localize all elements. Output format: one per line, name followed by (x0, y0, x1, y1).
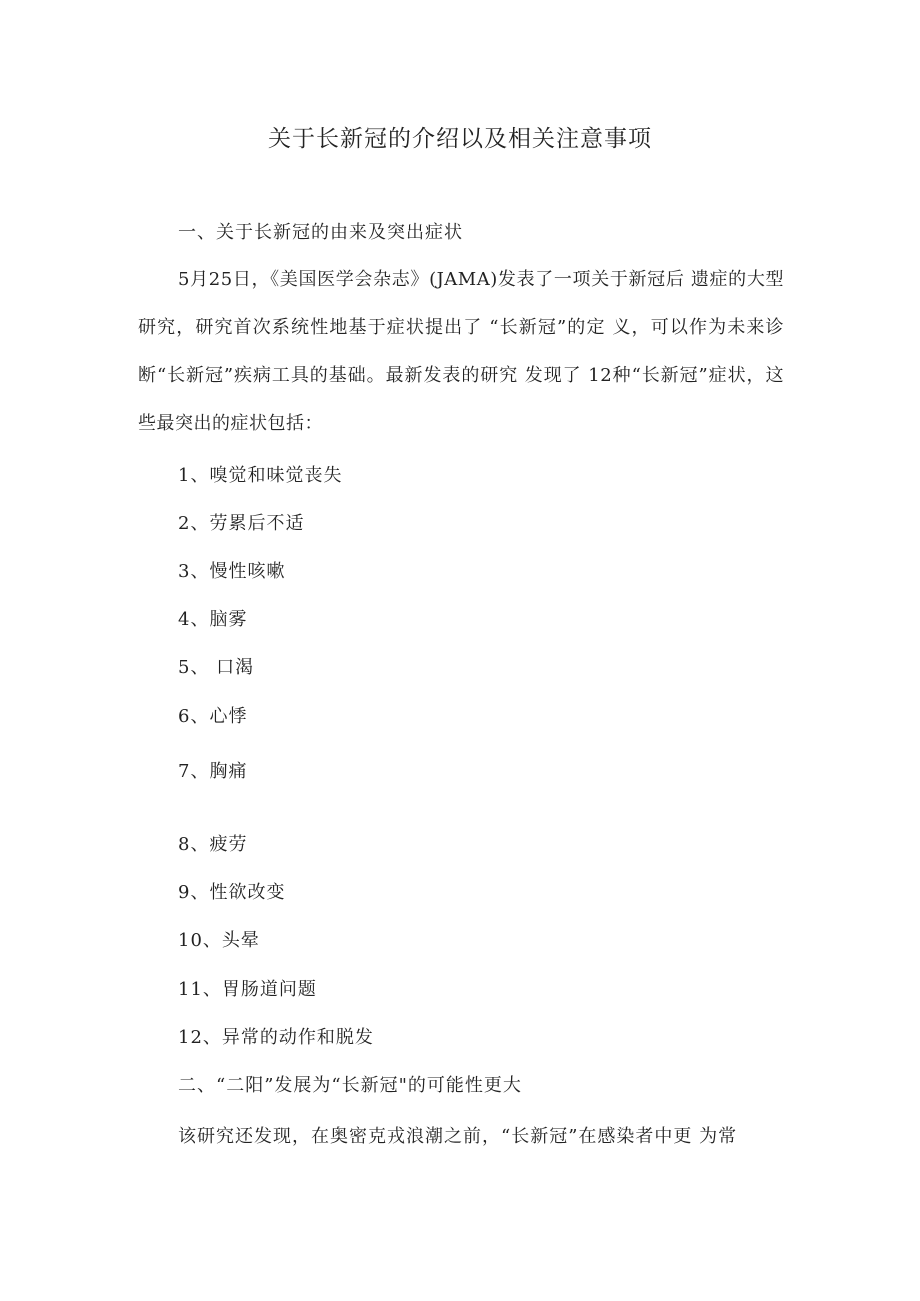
symptom-item: 2、劳累后不适 (178, 513, 305, 534)
symptom-item: 11、胃肠道问题 (178, 979, 317, 1000)
symptom-item: 10、头晕 (178, 930, 260, 951)
section-1-heading: 一、关于长新冠的由来及突出症状 (178, 222, 463, 243)
symptom-item: 4、脑雾 (178, 609, 248, 630)
symptom-item: 8、疲劳 (178, 834, 248, 855)
section-2-paragraph: 该研究还发现，在奥密克戎浪潮之前，“长新冠”在感染者中更 为常 (178, 1126, 738, 1147)
section-1-intro-paragraph: 5月25日，《美国医学会杂志》(JAMA)发表了一项关于新冠后 遗症的大型研究，研究首次系统性地基于症状提出了 “长新冠”的定 义，可以作为未来诊断“长新冠”疾病工具的基础。最新发表的研究 发现了 12种“长新冠”症状，这些最突出的症状包括： (138, 269, 784, 434)
symptom-item: 6、心悸 (178, 706, 248, 727)
symptom-item: 3、慢性咳嗽 (178, 561, 286, 582)
symptom-item: 7、胸痛 (178, 761, 248, 782)
symptom-item: 5、 口渴 (178, 657, 255, 678)
document-title: 关于长新冠的介绍以及相关注意事项 (268, 126, 652, 152)
symptom-item: 9、性欲改变 (178, 882, 286, 903)
section-2-heading: 二、“二阳”发展为“长新冠"的可能性更大 (178, 1075, 522, 1096)
symptom-item: 12、异常的动作和脱发 (178, 1027, 374, 1048)
symptom-item: 1、嗅觉和味觉丧失 (178, 465, 343, 486)
